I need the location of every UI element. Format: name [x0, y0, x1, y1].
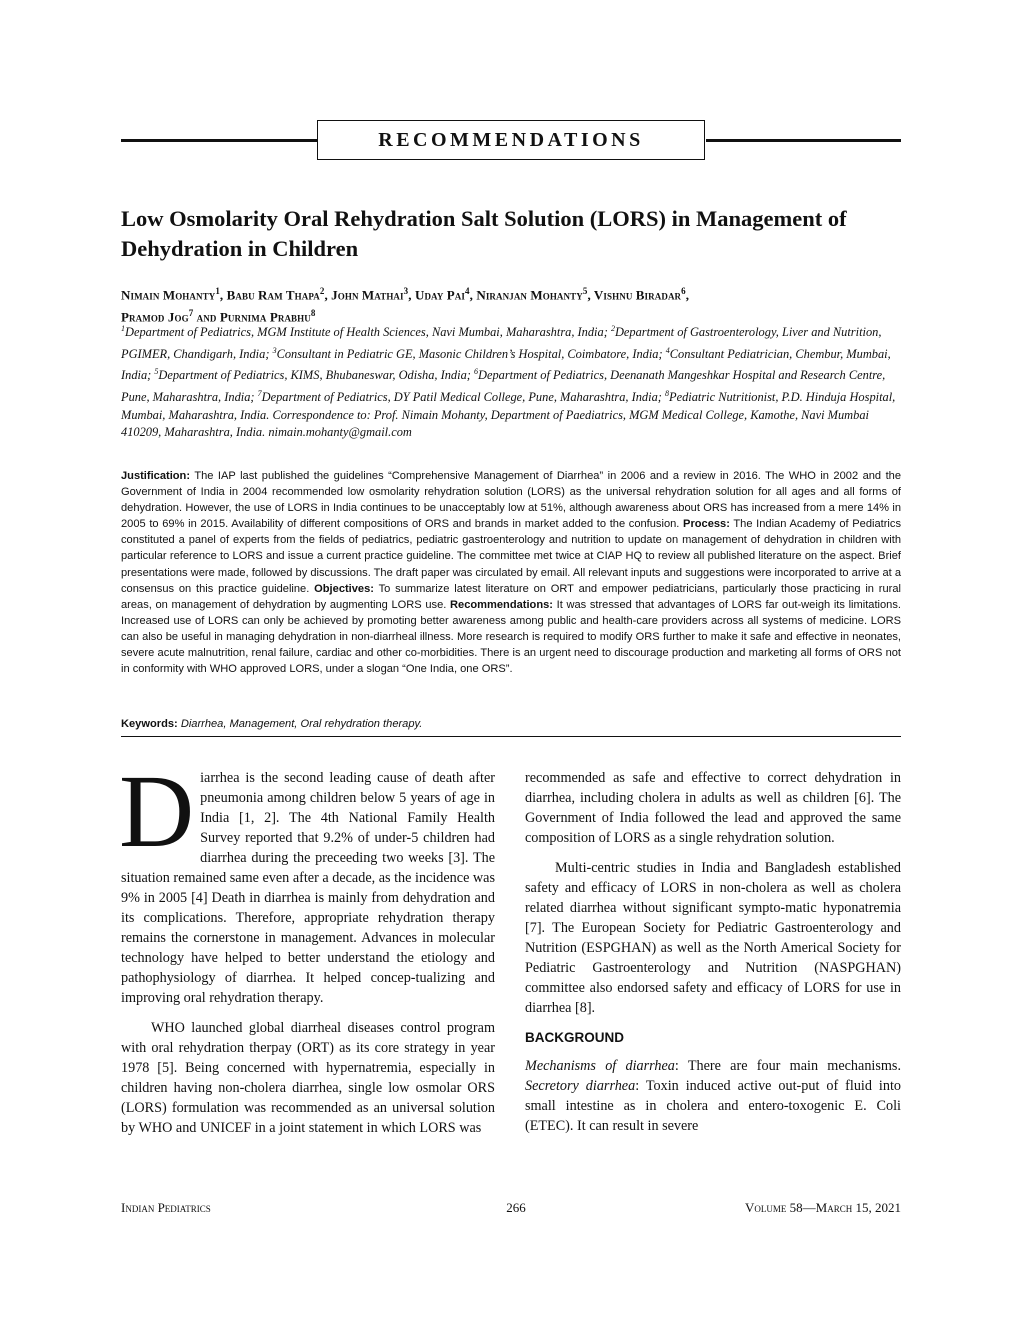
page-footer	[121, 1200, 901, 1218]
author: John Mathai	[331, 287, 404, 303]
affiliation: Consultant Pediatrician, Chembur, Mumbai, India;	[121, 346, 891, 383]
abstract-label-recommendations: Recommendations:	[450, 598, 553, 611]
author: Vishnu Biradar	[593, 287, 682, 303]
author: Pramod Jog	[121, 309, 189, 325]
keywords-list: Diarrhea, Management, Oral rehydration therapy.	[180, 718, 423, 730]
correspondence: Correspondence to: Prof. Nimain Mohanty, Department of Paediatrics, MGM Medical College, Kamothe, Navi Mumbai 410209, Maharashtra, India. nimain.mohanty@gmail.com	[121, 407, 869, 439]
author: Purnima Prabhu	[219, 309, 311, 325]
body-paragraph: Diarrhea is the second leading cause of death after pneumonia among children below 5 years of age in India [1, 2]. The 4th National Family Health Survey reported that 9.2% of under-5 children had diarrhea during the preceeding two weeks [3]. The situation remained same even after a decade, as the incidence was 9% in 2005 [4] Death in diarrhea is mainly from dehydration and its complications. Therefore, appropriate rehydration therapy remains the cornerstone in management. Advances in molecular technology have helped to better understand the etiology and pathophysiology of diarrhea. It helped concep-tualizing and improving oral rehydration therapy.	[119, 754, 495, 1006]
abstract-process: The Indian Academy of Pediatrics constituted a panel of experts from the fields of pediatrics, pediatric gastroenterology and nutrition to update on management of dehydration in children with particular reference to LORS and issue a current practice guideline. The committee met twice at CIAP HQ to review all published literature on the aspect. Brief presentations were made, followed by discussions. The draft paper was circulated by email. All relevant inputs and suggestions were incorporated to arrive at a consensus on this practice guideline.	[121, 518, 901, 595]
author-conjunction: and	[196, 309, 217, 325]
abstract-justification: The IAP last published the guidelines “Comprehensive Management of Diarrhea” in 2006 and a review in 2016. The WHO in 2002 and the Government of India in 2004 recommended low osmolarity rehydration solution (LORS) as the universal rehydration solution for all ages and all forms of dehydration. However, the use of LORS in India continues to be unacceptably low at 51%, although awareness about ORS has increased from a mere 14% in 2005 to 69% in 2015. Availability of different compositions of ORS and brands in market added to the confusion.	[121, 470, 901, 531]
author-list: Nimain Mohanty$^1$, Babu Ram Thapa$^2$, John Mathai$^3$, Uday Pai$^4$, Niranjan Mohanty$^5$, Vishnu Biradar$^6$, Pramod Jog$^7$ and Purnima Prabhu$^8$	[121, 286, 690, 325]
author: Uday Pai	[414, 287, 466, 303]
body-paragraph: Multi-centric studies in India and Bangladesh established safety and efficacy of LORS in non-cholera as well as cholera related diarrhea without significant sympto-matic hyponatremia [7]. The European Society for Pediatric Gastroenterology and Nutrition (ESPGHAN) as well as the North Americal Society for Pediatric Gastroenterology and Nutrition (NASPGHAN) committee also endorsed safety and efficacy of LORS for use in diarrhea [8].	[525, 860, 901, 1016]
abstract-divider	[121, 736, 901, 737]
body-paragraph: recommended as safe and effective to correct dehydration in diarrhea, including cholera in adults as well as children [6]. The Government of India followed the lead and approved the same composition of LORS as a single rehydration solution.	[525, 770, 901, 846]
banner-rule-left	[121, 139, 317, 142]
author: Nimain Mohanty	[121, 287, 216, 303]
body-paragraph: Mechanisms of diarrhea: There are four main mechanisms. Secretory diarrhea: Toxin induced active out-put of fluid into small intestine as in cholera and entero-toxogenic E. Coli (ETEC). It can result in severe	[525, 1058, 902, 1134]
affiliation: Department of Pediatrics, DY Patil Medical College, Pune, Maharashtra, India;	[261, 390, 662, 404]
affiliation: Department of Pediatrics, MGM Institute of Health Sciences, Navi Mumbai, Maharashtra, India;	[125, 325, 608, 340]
article-title: Low Osmolarity Oral Rehydration Salt Solution (LORS) in Management of Dehydration in Children	[121, 206, 847, 261]
footer-volume: Volume 58—March 15, 2021	[745, 1200, 901, 1215]
abstract-recommendations: It was stressed that advantages of LORS far out-weigh its limitations. Increased use of LORS can only be achieved by promoting better awareness among public and health-care providers across all systems of medicine. LORS can also be useful in managing dehydration in non-diarrheal illness. More research is required to modify ORS further to make it safe and effective in neonates, severe acute malnutrition, renal failure, cardiac and other co-morbidities. There is an urgent need to discourage production and marketing all forms of ORS not in conformity with WHO approved LORS, under a slogan “One India, one ORS”.	[121, 598, 901, 676]
author: Babu Ram Thapa	[226, 287, 320, 303]
affiliation: Department of Pediatrics, KIMS, Bhubaneswar, Odisha, India;	[158, 368, 471, 383]
affiliation: Department of Pediatrics, Deenanath Mangeshkar Hospital and Research Centre, Pune, Maharashtra, India;	[121, 368, 886, 404]
abstract	[121, 468, 901, 677]
affiliation: Pediatric Nutritionist, P.D. Hinduja Hospital, Mumbai, Maharashtra, India.	[121, 390, 896, 422]
abstract-label-objectives: Objectives:	[314, 582, 374, 595]
banner-rule-right	[706, 139, 901, 142]
section-heading: BACKGROUND	[525, 1030, 624, 1045]
body-column-right	[525, 768, 901, 1136]
affiliation: Consultant in Pediatric GE, Masonic Children’s Hospital, Coimbatore, India;	[276, 346, 663, 361]
keywords	[121, 716, 901, 732]
abstract-objectives: To summarize latest literature on ORT and empower pediatricians, particularly those practicing in rural areas, on management of dehydration by augmenting LORS use.	[121, 582, 901, 611]
abstract-label-justification: Justification:	[121, 470, 191, 482]
body-column-left	[119, 754, 495, 1138]
drop-cap: D	[119, 754, 195, 869]
body-paragraph: WHO launched global diarrheal diseases control program with oral rehydration therpay (ORT) as its core strategy in year 1978 [5]. Being concerned with hypernatremia, especially in children having non-cholera diarrhea, single low osmolar ORS (LORS) formulation was recommended as an universal solution by WHO and UNICEF in a joint statement in which LORS was	[121, 1020, 495, 1136]
footer-journal: Indian Pediatrics	[121, 1200, 211, 1215]
affiliation: Department of Gastroenterology, Liver and Nutrition, PGIMER, Chandigarh, India;	[121, 325, 882, 361]
author: Niranjan Mohanty	[476, 287, 583, 303]
banner-label: RECOMMENDATIONS	[317, 120, 705, 160]
footer-page-number: 266	[506, 1200, 526, 1215]
abstract-label-process: Process:	[683, 518, 730, 531]
affiliations: $^1$Department of Pediatrics, MGM Institute of Health Sciences, Navi Mumbai, Maharashtra, India; $^2$Department of Gastroenterology, Liver and Nutrition, PGIMER, Chandigarh, India; $^3$Consultant in Pediatric GE, Masonic Children’s Hospital, Coimbatore, India; $^4$Consultant Pediatrician, Chembur, Mumbai, India; $^5$Department of Pediatrics, KIMS, Bhubaneswar, Odisha, India; $^6$Department of Pediatrics, Deenanath Mangeshkar Hospital and Research Centre, Pune, Maharashtra, India; $^7$Department of Pediatrics, DY Patil Medical College, Pune, Maharashtra, India; $^8$Pediatric Nutritionist, P.D. Hinduja Hospital, Mumbai, Maharashtra, India. Correspondence to: Prof. Nimain Mohanty, Department of Paediatrics, MGM Medical College, Kamothe, Navi Mumbai 410209, Maharashtra, India. nimain.mohanty@gmail.com	[121, 324, 896, 439]
section-banner	[121, 120, 901, 162]
keywords-label: Keywords:	[121, 718, 178, 730]
